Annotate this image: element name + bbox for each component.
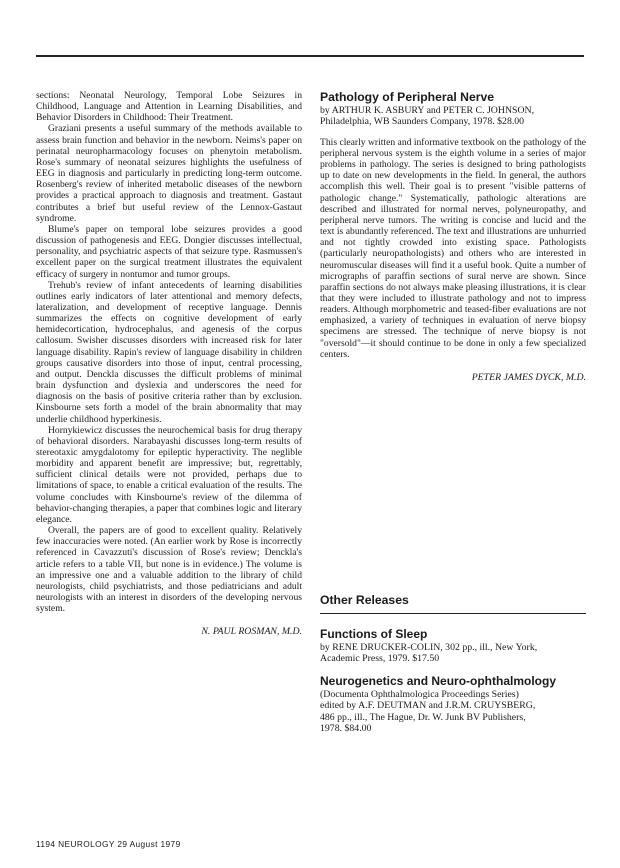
reviewer-signature: N. PAUL ROSMAN, M.D. (201, 626, 302, 638)
book-bib-line: edited by A.F. DEUTMAN and J.R.M. CRUYSBERG, (320, 700, 536, 712)
paragraph: Overall, the papers are of good to excellent quality. Relatively few inaccuracies were noted. (An earlier work by Rose is incorrectly referenced in Cavazzuti's discussion of Rose's review; Denckla's article refers to a table VII, but none is in evidence.) The volume is an impressive one and a valuable addition to the library of child neurologists, child psychiatrists, and those pediatricians and adult neurologists with an interest in disorders of the developing nervous system. (36, 525, 302, 615)
review-title: Pathology of Peripheral Nerve (320, 90, 495, 104)
book-bib-line: 1978. $84.00 (320, 723, 372, 735)
page-footer: 1194 NEUROLOGY 29 August 1979 (36, 839, 181, 849)
paragraph: Trehub's review of infant antecedents of learning disabilities outlines early indicators of later attentional and memory defects, lateralization, and development of receptive language. Dennis summarizes the effects on cognitive development of early hemidecortication, hydrocephalus, and agenesis of the corpus callosum. Swisher discusses disorders with increased risk for later language disability. Rapin's review of language disability in children groups causative disorders into those of input, central processing, and output. Denckla discusses the difficult problems of minimal brain dysfunction and dyslexia and underscores the need for diagnosis on the basis of positive criteria rather than by exclusion. Kinsbourne sets forth a model of the brain abnormality that may underlie childhood hyperkinesis. (36, 279, 302, 425)
paragraph: sections: Neonatal Neurology, Temporal Lobe Seizures in Childhood, Language and Attention in Learning Disabilities, and Behavior Disorders in Childhood: Their Treatment. (36, 90, 302, 124)
book-title: Functions of Sleep (320, 627, 428, 641)
book-listing (320, 674, 586, 735)
book-bib-line: Academic Press, 1979. $17.50 (320, 653, 440, 665)
review-bib-line: Philadelphia, WB Saunders Company, 1978. $28.00 (320, 116, 525, 128)
left-column (36, 90, 302, 638)
book-bib-line: (Documenta Ophthalmologica Proceedings Series) (320, 689, 519, 700)
book-title: Neurogenetics and Neuro-ophthalmology (320, 674, 557, 688)
top-rule (36, 55, 584, 57)
other-releases-heading: Other Releases (320, 593, 409, 607)
book-bib-line: by RENE DRUCKER-COLIN, 302 pp., ill., New York, (320, 642, 538, 653)
book-bib-line: 486 pp., ill., The Hague, Dr. W. Junk BV Publishers, (320, 711, 526, 723)
right-column (320, 90, 586, 383)
book-listing (320, 627, 586, 665)
section-rule (320, 613, 586, 614)
paragraph: Hornykiewicz discusses the neurochemical basis for drug therapy of behavioral disorders. Narabayashi discusses long-term results of stereotaxic amygdalotomy for epileptic hyperactivity. The neglible morbidity and apparent benefit are impressive; but, regrettably, sufficient clinical details were not provided, perhaps due to limitations of space, to enable a critical evaluation of the results. The volume concludes with Kinsbourne's review of the dilemma of behavior-changing therapies, a paper that combines logic and literary elegance. (36, 424, 302, 525)
review-body: This clearly written and informative textbook on the pathology of the peripheral nervous system is the eighth volume in a series of major problems in pathology. The series is designed to bring pathologists up to date on new developments in the field. In general, the authors accomplish this well. Their goal is to present "visible patterns of pathologic change." Systematically, pathologic alterations are described and illustrated for normal nerves, polyneuropathy, and peripheral nerve tumors. The writing is concise and lucid and the text is abundantly referenced. The text and illustrations are unhurried and not tightly crowded into existing space. Pathologists (particularly neuropathologists) and others who are interested in neuromuscular diseases will find it a useful book. Quite a number of micrographs of paraffin sections of sural nerve are shown. Since paraffin sections do not always make pleasing illustrations, it is clear that they were included to illustrate pathology and not to impress readers. Although morphometric and teased-fiber evaluations are not emphasized, a variety of techniques in evaluation of nerve biopsy specimens are stressed. The technique of nerve biopsy is not "oversold"—it should continue to be done in only a few specialized centers. (320, 136, 586, 360)
review-bib-line: by ARTHUR K. ASBURY and PETER C. JOHNSON, (320, 105, 535, 116)
review-signature: PETER JAMES DYCK, M.D. (471, 371, 586, 383)
paragraph: Graziani presents a useful summary of the methods available to assess brain function and behavior in the newborn. Neims's paper on perinatal neuropharmacology focuses on phenytoin metabolism. Rose's summary of neonatal seizures highlights the usefulness of EEG in diagnosis and particularly in predicting long-term outcome. Rosenberg's review of inherited metabolic diseases of the newborn provides a practical approach to diagnosis and treatment. Gastaut contributes a brief but useful review of the Lennox-Gastaut syndrome. (36, 123, 302, 224)
other-releases-section (320, 593, 586, 614)
paragraph: Blume's paper on temporal lobe seizures provides a good discussion of pathogenesis and EEG. Dongier discusses intellectual, personality, and psychiatric aspects of that seizure type. Rasmussen's excellent paper on the surgical treatment illustrates the equivalent efficacy of surgery in nontumor and tumor groups. (36, 223, 302, 280)
